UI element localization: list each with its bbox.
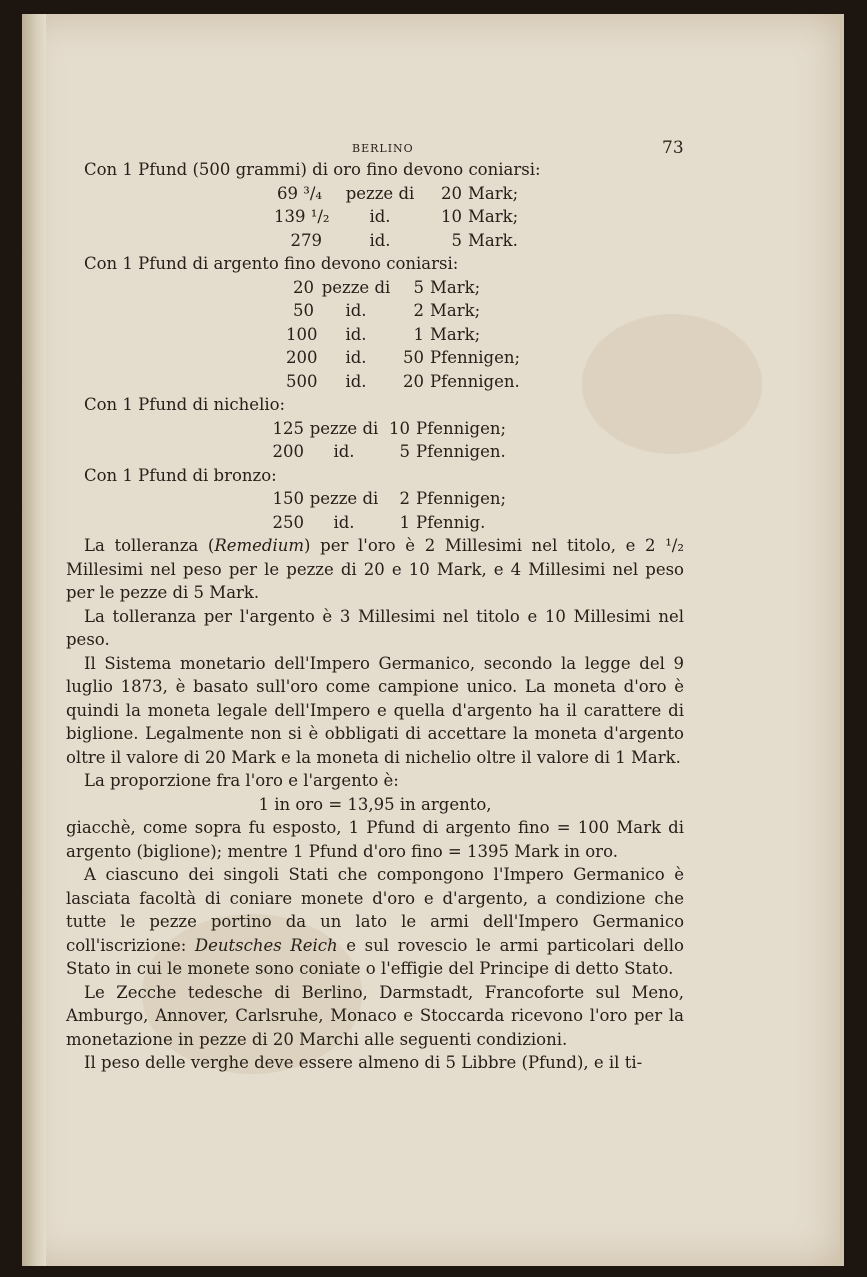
coin-word: id. [345, 301, 367, 320]
list-item [66, 205, 684, 229]
bronze-coin-list [66, 487, 684, 534]
coin-word: id. [369, 207, 391, 226]
gold-intro: Con 1 Pfund (500 grammi) di oro fino devono coniarsi: [84, 160, 541, 179]
coin-quantity: 100 [286, 324, 318, 344]
states-paragraph [66, 863, 684, 981]
coin-value: 5 [413, 277, 424, 297]
coin-value: 2 [413, 301, 424, 320]
coin-value: 20 [441, 183, 462, 203]
coin-unit: Mark; [430, 277, 481, 297]
tolerance-gold-paragraph [66, 534, 684, 605]
coin-unit: Mark; [468, 183, 519, 203]
inscription-text: Deutsches Reich [194, 935, 338, 955]
mints-paragraph: Le Zecche tedesche di Berlino, Darmstadt, Francoforte sul Meno, Amburgo, Annover, Carlsruhe, Monaco e Stoccarda ricevono l'oro per la monetazione in pezze di 20 Marchi alle seguenti condizioni. [66, 982, 684, 1049]
gold-silver-ratio-formula: 1 in oro = 13,95 in argento, [258, 794, 492, 814]
coin-quantity: 200 [272, 442, 304, 461]
body-text [66, 158, 684, 1075]
coin-word: id. [345, 371, 367, 391]
coin-unit: Pfennigen; [416, 489, 507, 508]
list-item [66, 229, 684, 253]
coin-quantity: 279 [290, 230, 322, 250]
explanation-paragraph: giacchè, come sopra fu esposto, 1 Pfund di argento fino = 100 Mark di argento (biglione); mentre 1 Pfund d'oro fino = 1395 Mark in oro. [66, 818, 684, 861]
list-item [66, 370, 684, 394]
running-title: BERLINO [352, 142, 414, 155]
coin-unit: Mark; [430, 324, 481, 344]
coin-unit: Pfennigen. [430, 371, 520, 391]
coin-value: 5 [399, 442, 410, 461]
list-item [66, 511, 684, 535]
nickel-coin-list [66, 417, 684, 464]
coin-value: 2 [399, 489, 410, 508]
coin-word: id. [345, 348, 367, 367]
coin-unit: Mark; [468, 207, 519, 226]
coin-quantity: 500 [286, 371, 318, 391]
coin-word: id. [333, 442, 355, 461]
coin-quantity: 125 [272, 418, 304, 438]
coin-value: 20 [403, 371, 424, 391]
bronze-intro: Con 1 Pfund di bronzo: [84, 465, 277, 485]
coin-value: 10 [441, 207, 462, 226]
coin-quantity: 200 [286, 348, 318, 367]
states-text: A ciascuno dei singoli Stati che compongono l'Impero Germanico è lasciata facoltà di coniare monete d'oro e d'argento, a condizione che tutte le pezze portino da un lato le armi dell'Impero Germanico coll'iscrizione: [66, 865, 684, 955]
coin-unit: Pfennig. [416, 512, 486, 532]
coin-word: pezze di [321, 277, 391, 297]
nickel-intro: Con 1 Pfund di nichelio: [84, 395, 286, 414]
monetary-system-paragraph: Il Sistema monetario dell'Impero Germanico, secondo la legge del 9 luglio 1873, è basato sull'oro come campione unico. La moneta d'oro è quindi la moneta legale dell'Impero e quella d'argento ha il carattere di biglione. Legalmente non si è obbligati di accettare la moneta d'argento oltre il valore di 20 Mark e la moneta di nichelio oltre il valore di 1 Mark. [66, 653, 684, 767]
page-number: 73 [662, 138, 684, 158]
coin-quantity: 150 [272, 489, 304, 508]
coin-quantity: 50 [293, 301, 314, 320]
coin-word: pezze di [309, 489, 379, 508]
list-item [66, 440, 684, 464]
coin-quantity: 69 ³/₄ [276, 183, 322, 203]
coin-value: 50 [403, 348, 424, 367]
coin-value: 1 [413, 324, 424, 344]
list-item [66, 346, 684, 370]
coin-unit: Pfennigen; [430, 348, 521, 367]
coin-value: 1 [399, 512, 410, 532]
coin-value: 5 [451, 230, 462, 250]
list-item [66, 299, 684, 323]
list-item [66, 417, 684, 441]
coin-unit: Pfennigen; [416, 418, 507, 438]
list-item [66, 323, 684, 347]
silver-coin-list [66, 276, 684, 394]
remedium-term: Remedium [214, 536, 305, 555]
tolerance-silver-paragraph: La tolleranza per l'argento è 3 Millesimi nel titolo e 10 Millesimi nel peso. [66, 606, 684, 649]
coin-unit: Mark; [430, 301, 481, 320]
silver-intro: Con 1 Pfund di argento fino devono coniarsi: [84, 254, 459, 273]
coin-word: id. [345, 324, 367, 344]
coin-word: id. [333, 512, 355, 532]
coin-word: id. [369, 230, 391, 250]
coin-quantity: 139 ¹/₂ [274, 207, 330, 226]
page-spine [22, 14, 46, 1266]
states-text-rest: e sul rovescio le armi particolari dello Stato in cui le monete sono coniate o l'effigie del Principe di detto Stato. [66, 935, 684, 978]
coin-value: 10 [389, 418, 410, 438]
ingot-weight-paragraph: Il peso delle verghe deve essere almeno di 5 Libbre (Pfund), e il ti- [84, 1053, 643, 1072]
coin-quantity: 250 [272, 512, 304, 532]
gold-coin-list [66, 182, 684, 253]
tolerance-gold-text: La tolleranza ( [84, 536, 215, 555]
list-item [66, 276, 684, 300]
coin-unit: Pfennigen. [416, 442, 506, 461]
list-item [66, 487, 684, 511]
coin-word: pezze di [309, 418, 379, 438]
coin-quantity: 20 [293, 277, 314, 297]
coin-unit: Mark. [468, 230, 518, 250]
tolerance-gold-text-rest: ) per l'oro è 2 Millesimi nel titolo, e 2 ¹/₂ Millesimi nel peso per le pezze di 20 e 10 Mark, e 4 Millesimi nel peso per le pezze di 5 Mark. [66, 536, 684, 602]
list-item [66, 182, 684, 206]
coin-word: pezze di [345, 183, 415, 203]
proportion-paragraph: La proporzione fra l'oro e l'argento è: [84, 771, 399, 790]
